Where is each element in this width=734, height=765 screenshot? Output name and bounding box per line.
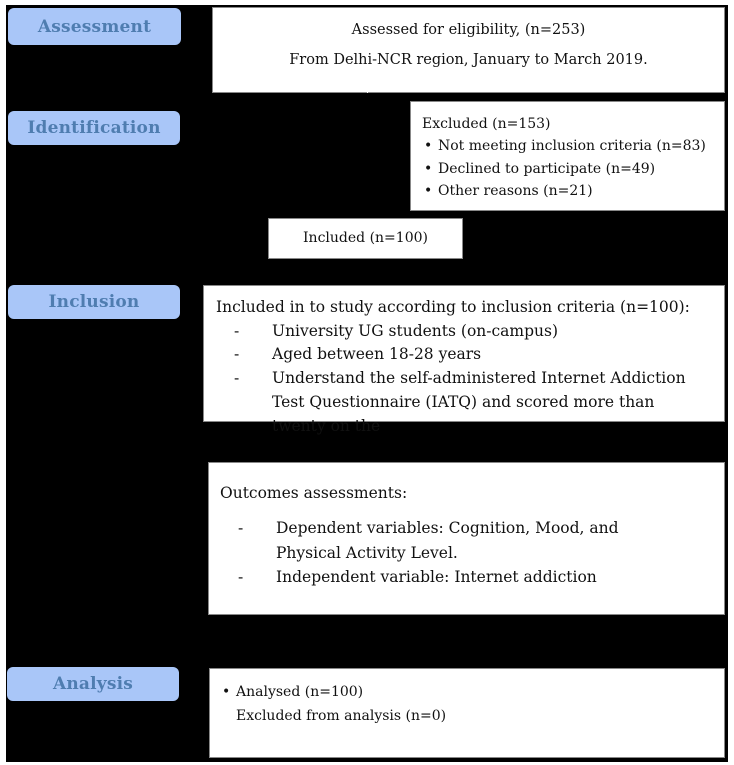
- analysis-box: [209, 668, 725, 758]
- excluded-box: [410, 101, 725, 211]
- stage-label-text: Identification: [27, 118, 161, 138]
- stage-label-assessment: [8, 8, 181, 45]
- dash-bullet: -: [238, 518, 244, 537]
- inclusion-criterion: - University UG students (on-campus): [216, 320, 704, 344]
- stage-label-identification: [8, 111, 180, 145]
- assessment-region: From Delhi-NCR region, January to March 2019.: [289, 52, 648, 69]
- stage-label-inclusion: [8, 285, 180, 319]
- excluded-from-analysis: Excluded from analysis (n=0): [236, 707, 447, 724]
- outcomes-title: Outcomes assessments:: [220, 484, 408, 502]
- stage-label-text: Analysis: [52, 674, 134, 694]
- excluded-reason: • Other reasons (n=21): [422, 180, 724, 202]
- inclusion-criteria-box: [203, 285, 725, 435]
- inclusion-criterion: - Aged between 18-28 years: [216, 343, 704, 367]
- outcomes-box: [208, 462, 725, 615]
- dash-bullet: -: [234, 369, 240, 388]
- excluded-reason: • Not meeting inclusion criteria (n=83): [422, 135, 724, 157]
- dash-bullet: -: [238, 568, 244, 587]
- included-count: Included (n=100): [303, 230, 428, 246]
- outcome-variable: - Independent variable: Internet addiction: [220, 565, 684, 590]
- included-box: [268, 218, 463, 259]
- excluded-reason: • Declined to participate (n=49): [422, 158, 724, 180]
- dash-bullet: -: [234, 345, 240, 364]
- excluded-title: Excluded (n=153): [422, 116, 551, 132]
- assessment-box: [212, 7, 725, 93]
- connector-tick: [367, 88, 368, 93]
- inclusion-title: Included in to study according to inclusion criteria (n=100):: [216, 298, 690, 316]
- stage-label-text: Assessment: [37, 16, 152, 37]
- dash-bullet: -: [234, 321, 240, 340]
- inclusion-criterion: - Understand the self-administered Internet Addiction Test Questionnaire (IATQ) and scored more than twenty on the: [234, 369, 686, 435]
- assessed-count: Assessed for eligibility, (n=253): [351, 22, 586, 38]
- stage-label-analysis: [7, 667, 179, 701]
- outcome-variable: - Dependent variables: Cognition, Mood, and Physical Activity Level.: [220, 516, 684, 566]
- analysed-count: • Analysed (n=100): [220, 681, 724, 705]
- stage-label-text: Inclusion: [48, 292, 140, 312]
